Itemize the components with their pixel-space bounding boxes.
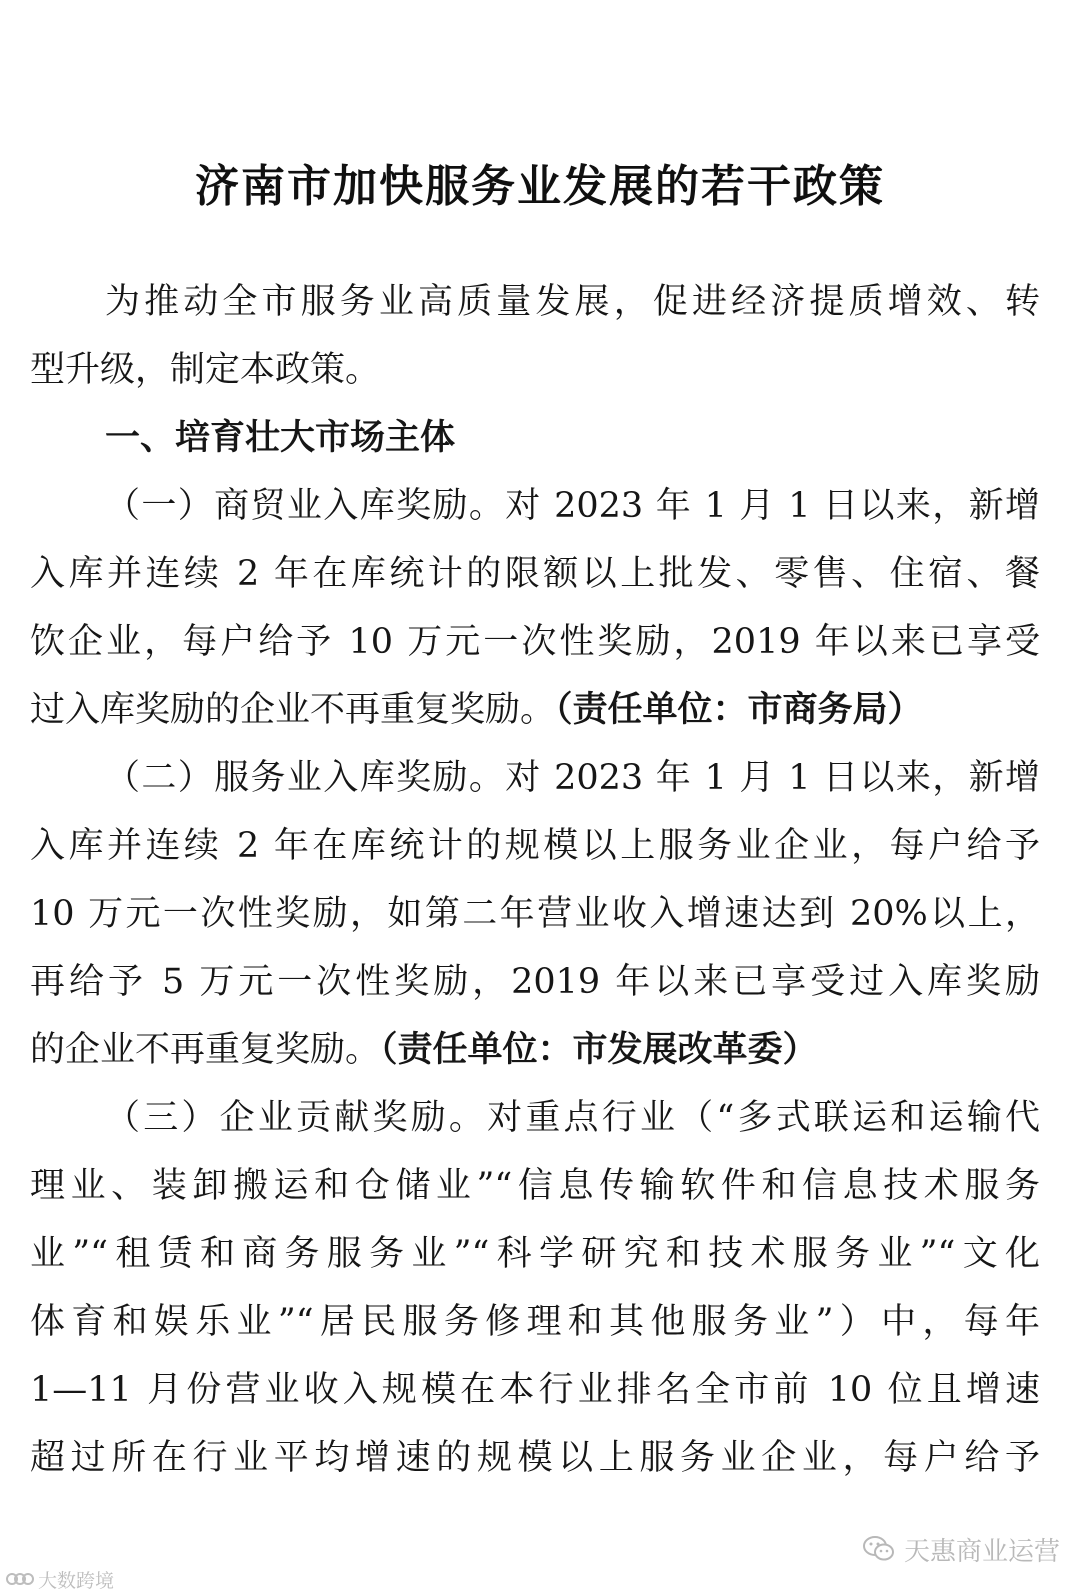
paragraph-line: 为推动全市服务业高质量发展，促进经济提质增效、转 [105, 282, 1040, 322]
paragraph-line: 业”“租赁和商务服务业”“科学研究和技术服务业”“文化 [30, 1234, 1040, 1274]
document-title: 济南市加快服务业发展的若干政策 [195, 161, 885, 212]
brand-logo-icon [6, 1570, 34, 1588]
paragraph-line: 超过所在行业平均增速的规模以上服务业企业，每户给予 [30, 1438, 1040, 1478]
paragraph-line: 饮企业，每户给予 10 万元一次性奖励，2019 年以来已享受 [30, 622, 1040, 662]
paragraph-line: 理业、装卸搬运和仓储业”“信息传输软件和信息技术服务 [30, 1166, 1040, 1206]
paragraph-line [30, 688, 923, 732]
paragraph-line: 10 万元一次性奖励，如第二年营业收入增速达到 20%以上， [30, 894, 1040, 934]
responsibility-note: （责任单位：市发展改革委） [380, 1029, 818, 1070]
watermark-right-text: 天惠商业运营 [903, 1536, 1060, 1567]
line-text: 的企业不再重复奖励。 [30, 1030, 381, 1070]
watermark-left [6, 1568, 114, 1590]
wechat-icon [862, 1535, 896, 1563]
paragraph-line: 1—11 月份营业收入规模在本行业排名全市前 10 位且增速 [30, 1370, 1040, 1410]
section-heading: 一、培育壮大市场主体 [105, 417, 456, 458]
paragraph-line: （三）企业贡献奖励。对重点行业（“多式联运和运输代 [105, 1098, 1040, 1138]
paragraph-line [30, 1028, 818, 1072]
paragraph-line: 型升级，制定本政策。 [30, 350, 381, 390]
paragraph-line: 再给予 5 万元一次性奖励，2019 年以来已享受过入库奖励 [30, 962, 1041, 1002]
paragraph-line: 体育和娱乐业”“居民服务修理和其他服务业”）中，每年 [30, 1302, 1040, 1342]
paragraph-line: （一）商贸业入库奖励。对 2023 年 1 月 1 日以来，新增 [105, 486, 1040, 526]
paragraph-line: （二）服务业入库奖励。对 2023 年 1 月 1 日以来，新增 [105, 758, 1040, 798]
responsibility-note: （责任单位：市商务局） [555, 689, 923, 730]
paragraph-line: 入库并连续 2 年在库统计的限额以上批发、零售、住宿、餐 [30, 554, 1040, 594]
watermark-left-text: 大数跨境 [38, 1569, 115, 1592]
watermark-right [862, 1532, 1060, 1566]
line-text: 过入库奖励的企业不再重复奖励。 [30, 690, 556, 730]
paragraph-line: 入库并连续 2 年在库统计的规模以上服务业企业，每户给予 [30, 826, 1040, 866]
